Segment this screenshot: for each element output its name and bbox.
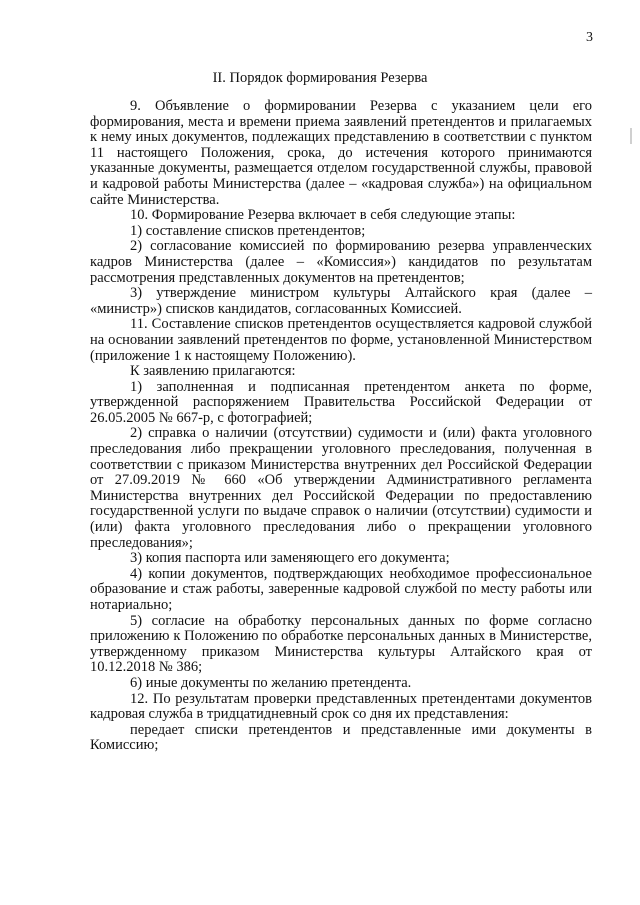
paragraph-9: 9. Объявление о формировании Резерва с указанием цели его формирования, места и времени приема заявлений претендентов и прилагаемых к нему иных документов, подлежащих представлению в соответствии с пунктом 11 настоящего Положения, срока, до истечения которого принимаются указанные документы, размещается отделом государственной службы, правовой и кадровой работы Министерства (далее – «кадровая служба») на официальном сайте Министерства.	[90, 98, 592, 208]
page-number: 3	[586, 30, 593, 45]
attachment-item-3: 3) копия паспорта или заменяющего его документа;	[130, 550, 450, 567]
paragraph-10: 10. Формирование Резерва включает в себя следующие этапы:	[130, 207, 516, 224]
attachment-item-5: 5) согласие на обработку персональных данных по форме согласно приложению к Положению по обработке персональных данных в Министерстве, утвержденному приказом Министерства культуры Алтайского края от 10.12.2018 № 386;	[90, 612, 592, 676]
attachment-item-1: 1) заполненная и подписанная претендентом анкета по форме, утвержденной распоряжением Правительства Российской Федерации от 26.05.2005 № 667-р, с фотографией;	[90, 378, 592, 426]
stage-item-1: 1) составление списков претендентов;	[130, 222, 366, 239]
attachment-item-4: 4) копии документов, подтверждающих необходимое профессиональное образование и стаж работы, заверенные кадровой службой по месту работы или нотариально;	[90, 565, 592, 613]
stage-item-3: 3) утверждение министром культуры Алтайского края (далее – «министр») списков кандидатов, согласованных Комиссией.	[90, 285, 592, 317]
document-body	[90, 99, 592, 754]
section-title: II. Порядок формирования Резерва	[212, 70, 428, 86]
paragraph-12: 12. По результатам проверки представленных претендентами документов кадровая служба в тридцатидневный срок со дня их представления:	[90, 690, 592, 723]
action-item-1: передает списки претендентов и представленные ими документы в Комиссию;	[90, 721, 592, 754]
attachments-heading: К заявлению прилагаются:	[130, 363, 296, 380]
attachment-item-6: 6) иные документы по желанию претендента.	[130, 674, 412, 691]
attachment-item-2: 2) справка о наличии (отсутствии) судимости и (или) факта уголовного преследования либо прекращении уголовного преследования, полученная в соответствии с приказом Министерства внутренних дел Российской Федерации от 27.09.2019 № 660 «Об утверждении Административного регламента Министерства внутренних дел Российской Федерации по предоставлению государственной услуги по выдаче справок о наличии (отсутствии) судимости и (или) факта уголовного преследования либо о прекращении уголовного преследования»;	[90, 425, 592, 551]
stage-item-2: 2) согласование комиссией по формированию резерва управленческих кадров Министерства (далее – «Комиссия») кандидатов по результатам рассмотрения представленных документов на претендентов;	[90, 238, 592, 286]
scan-edge-mark	[630, 128, 632, 144]
paragraph-11: 11. Составление списков претендентов осуществляется кадровой службой на основании заявлений претендентов по форме, установленной Министерством (приложение 1 к настоящему Положению).	[90, 316, 592, 364]
